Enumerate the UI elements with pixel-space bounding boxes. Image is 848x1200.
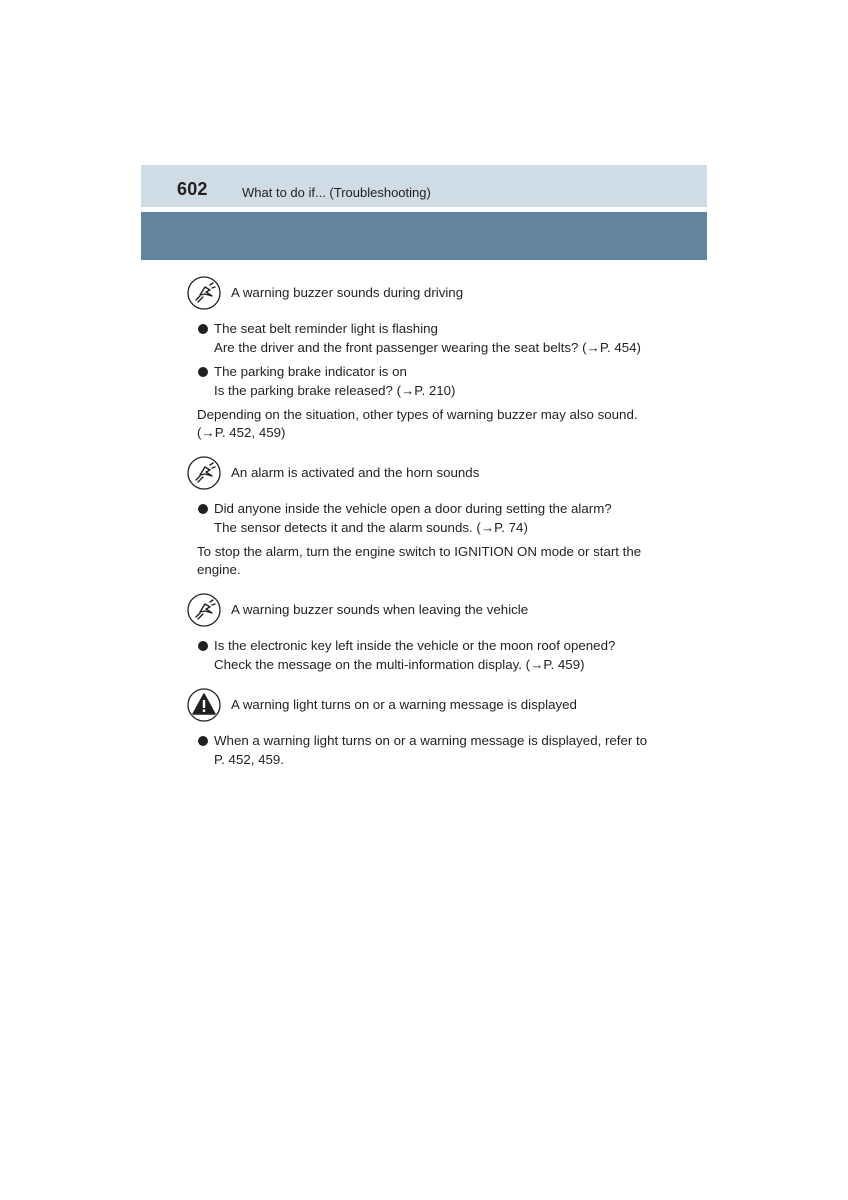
section-heading [187,456,677,492]
chapter-title-band [141,212,707,260]
bullet-icon [198,324,208,334]
note-paragraph: To stop the alarm, turn the engine switch to IGNITION ON mode or start the engine. [197,544,642,577]
buzzer-icon [187,593,221,627]
warning-triangle-icon [187,688,221,722]
note-paragraph: Depending on the situation, other types of warning buzzer may also sound. (→P. 452, 459) [197,407,638,440]
page-number: 602 [177,179,208,199]
bullet-icon [198,367,208,377]
content [187,276,677,769]
list-item: Is the electronic key left inside the vehicle or the moon roof opened? Check the message on the multi-information display. (→P. 459) [187,636,677,674]
section-heading [187,593,677,629]
section-heading-text: An alarm is activated and the horn sounds [231,465,480,480]
list-item: The parking brake indicator is on Is the parking brake released? (→P. 210) [187,362,677,400]
section-title: What to do if... (Troubleshooting) [242,185,431,200]
list-item: When a warning light turns on or a warning message is displayed, refer to P. 452, 459. [187,731,677,769]
list-item: Did anyone inside the vehicle open a door during setting the alarm? The sensor detects it and the alarm sounds. (→P. 74) [187,499,677,537]
list-item: The seat belt reminder light is flashing Are the driver and the front passenger wearing the seat belts? (→P. 454) [187,319,677,357]
buzzer-icon [187,276,221,310]
section-heading [187,276,677,312]
section-heading-text: A warning buzzer sounds when leaving the vehicle [231,602,529,617]
bullet-icon [198,736,208,746]
section-heading-text: A warning light turns on or a warning message is displayed [231,697,577,712]
section-heading [187,688,677,724]
section-heading-text: A warning buzzer sounds during driving [231,285,464,300]
bullet-icon [198,641,208,651]
bullet-icon [198,504,208,514]
alarm-icon [187,456,221,490]
